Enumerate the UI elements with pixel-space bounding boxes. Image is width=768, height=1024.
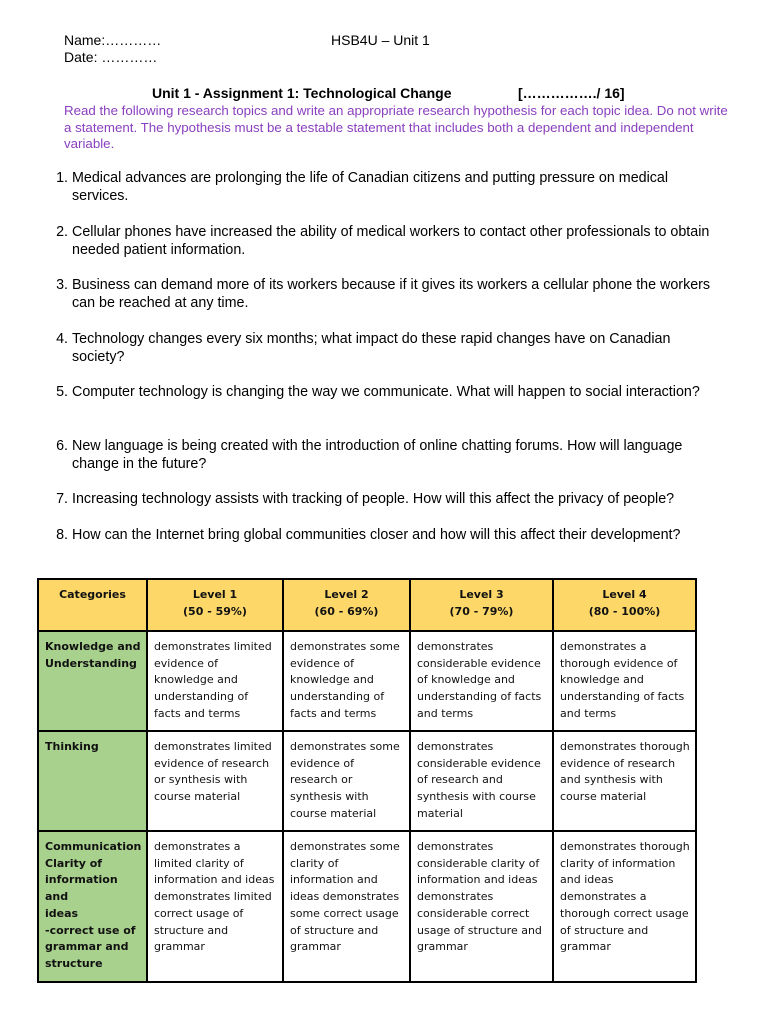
category-line: Communication: [45, 840, 142, 853]
level-range: (50 - 59%): [183, 604, 247, 618]
name-label: Name:…………: [64, 32, 162, 48]
rubric-cell: demonstrates some evidence of research or synthesis with course material: [284, 732, 409, 830]
rubric-header-level-4: [554, 580, 695, 630]
rubric-cell: demonstrates a thorough evidence of knowledge and understanding of facts and terms: [554, 632, 695, 730]
category-line: -correct use of: [45, 923, 136, 937]
category-line: Knowledge and: [45, 640, 141, 653]
item-number: 3.: [56, 277, 68, 293]
item-number: 5.: [56, 384, 68, 400]
item-text: New language is being created with the introduction of online chatting forums. How will language change in the future?: [72, 438, 683, 472]
item-number: 7.: [56, 491, 68, 507]
rubric-cell: demonstrates thorough clarity of information and ideas demonstrates a thorough correct usage of structure and grammar: [554, 832, 695, 981]
rubric-header-level-2: [284, 580, 409, 630]
rubric-cell: demonstrates considerable evidence of research and synthesis with course material: [411, 732, 552, 830]
category-line: ideas: [45, 906, 79, 920]
item-text: Computer technology is changing the way we communicate. What will happen to social interaction?: [72, 384, 700, 400]
header-label: Categories: [59, 588, 126, 601]
item-text: Increasing technology assists with tracking of people. How will this affect the privacy of people?: [72, 491, 675, 507]
level-range: (60 - 69%): [314, 604, 379, 618]
item-number: 8.: [56, 527, 68, 543]
rubric-cell: demonstrates a limited clarity of information and ideas demonstrates limited correct usage of structure and grammar: [148, 832, 282, 981]
item-text: Medical advances are prolonging the life of Canadian citizens and putting pressure on medical services.: [72, 170, 669, 204]
category-line: Clarity of: [45, 856, 103, 870]
rubric-cell: demonstrates limited evidence of research or synthesis with course material: [148, 732, 282, 830]
item-text: How can the Internet bring global communities closer and how will this affect their development?: [72, 527, 681, 543]
item-number: 2.: [56, 224, 68, 240]
rubric-table: [37, 578, 697, 983]
score-field: [……………./ 16]: [518, 85, 625, 101]
rubric-cell: demonstrates thorough evidence of research and synthesis with course material: [554, 732, 695, 830]
assignment-title: Unit 1 - Assignment 1: Technological Change: [152, 85, 452, 101]
item-number: 4.: [56, 331, 68, 347]
rubric-cell: demonstrates some clarity of information and ideas demonstrates some correct usage of structure and grammar: [284, 832, 409, 981]
category-line: structure: [45, 956, 103, 970]
rubric-cell: demonstrates some evidence of knowledge and understanding of facts and terms: [284, 632, 409, 730]
level-name: Level 2: [324, 588, 369, 601]
course-code: HSB4U – Unit 1: [331, 32, 430, 48]
item-text: Business can demand more of its workers because if it gives its workers a cellular phone the workers can be reached at any time.: [72, 277, 711, 311]
instructions: Read the following research topics and write an appropriate research hypothesis for each topic idea. Do not write a statement. The hypothesis must be a testable statement that includes both a dependent and independent variable.: [64, 103, 728, 151]
rubric-cell: demonstrates considerable clarity of information and ideas demonstrates considerable correct usage of structure and grammar: [411, 832, 552, 981]
level-name: Level 3: [459, 588, 504, 601]
rubric-header-level-1: [148, 580, 282, 630]
rubric-header-categories: [39, 580, 146, 630]
level-range: (80 - 100%): [588, 604, 661, 618]
item-text: Technology changes every six months; what impact do these rapid changes have on Canadian society?: [72, 331, 671, 365]
item-number: 1.: [56, 170, 68, 186]
rubric-category-thinking: [39, 732, 146, 830]
rubric-cell: demonstrates considerable evidence of knowledge and understanding of facts and terms: [411, 632, 552, 730]
category-line: information and: [45, 873, 118, 904]
level-range: (70 - 79%): [449, 604, 514, 618]
level-name: Level 1: [192, 588, 238, 601]
rubric-category-communication: [39, 832, 146, 981]
date-label: Date: …………: [64, 49, 158, 65]
rubric-header-level-3: [411, 580, 552, 630]
item-number: 6.: [56, 438, 68, 454]
level-name: Level 4: [602, 588, 647, 601]
rubric-cell: demonstrates limited evidence of knowledge and understanding of facts and terms: [148, 632, 282, 730]
item-text: Cellular phones have increased the ability of medical workers to contact other professionals to obtain needed patient information.: [72, 224, 710, 258]
rubric-category-knowledge: [39, 632, 146, 730]
category-line: Thinking: [45, 740, 99, 753]
category-line: grammar and: [45, 940, 129, 954]
category-line: Understanding: [45, 656, 137, 670]
